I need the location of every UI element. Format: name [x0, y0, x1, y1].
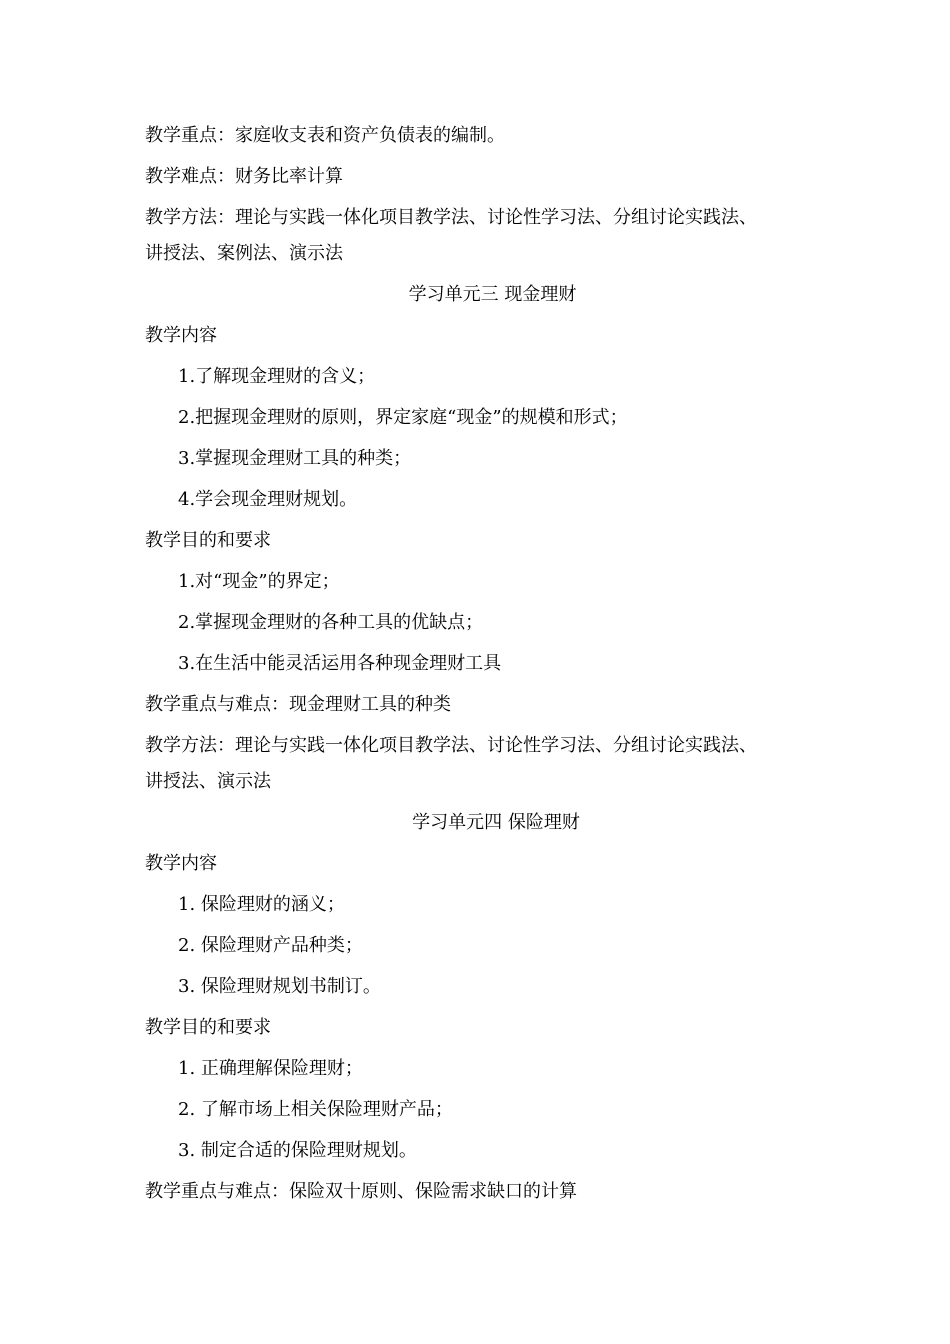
- unit2-method-line2: 讲授法、案例法、演示法: [145, 243, 343, 264]
- unit4-key-points: 教学重点与难点：保险双十原则、保险需求缺口的计算: [145, 1181, 577, 1202]
- unit2-focus: 教学重点：家庭收支表和资产负债表的编制。: [145, 125, 505, 146]
- list-item: 1. 正确理解保险理财；: [178, 1058, 363, 1079]
- unit4-goals-heading: 教学目的和要求: [145, 1017, 271, 1038]
- unit3-method-line2: 讲授法、演示法: [145, 771, 271, 792]
- unit2-method: [145, 200, 805, 272]
- unit4-title: 学习单元四 保险理财: [412, 812, 580, 833]
- list-item: 3.在生活中能灵活运用各种现金理财工具: [178, 653, 502, 674]
- list-item: 1.对“现金”的界定；: [178, 571, 340, 592]
- unit4-content-heading: 教学内容: [145, 853, 217, 874]
- list-item: 3. 保险理财规划书制订。: [178, 976, 381, 997]
- document-page: [145, 118, 805, 1215]
- list-item: 4.学会现金理财规划。: [178, 489, 358, 510]
- list-item: 1. 保险理财的涵义；: [178, 894, 345, 915]
- unit3-method: [145, 728, 805, 800]
- list-item: 3. 制定合适的保险理财规划。: [178, 1140, 417, 1161]
- list-item: 2. 保险理财产品种类；: [178, 935, 363, 956]
- list-item: 2.把握现金理财的原则，界定家庭“现金”的规模和形式；: [178, 407, 628, 428]
- list-item: 3.掌握现金理财工具的种类；: [178, 448, 412, 469]
- list-item: 2.掌握现金理财的各种工具的优缺点；: [178, 612, 484, 633]
- unit3-key-points: 教学重点与难点：现金理财工具的种类: [145, 694, 451, 715]
- unit2-difficulty: 教学难点：财务比率计算: [145, 166, 343, 187]
- list-item: 2. 了解市场上相关保险理财产品；: [178, 1099, 453, 1120]
- unit3-title: 学习单元三 现金理财: [408, 284, 577, 305]
- list-item: 1.了解现金理财的含义；: [178, 366, 376, 387]
- unit3-method-line1: 教学方法：理论与实践一体化项目教学法、讨论性学习法、分组讨论实践法、: [145, 735, 757, 756]
- unit2-method-line1: 教学方法：理论与实践一体化项目教学法、讨论性学习法、分组讨论实践法、: [145, 207, 757, 228]
- unit3-goals-heading: 教学目的和要求: [145, 530, 271, 551]
- unit3-content-heading: 教学内容: [145, 325, 217, 346]
